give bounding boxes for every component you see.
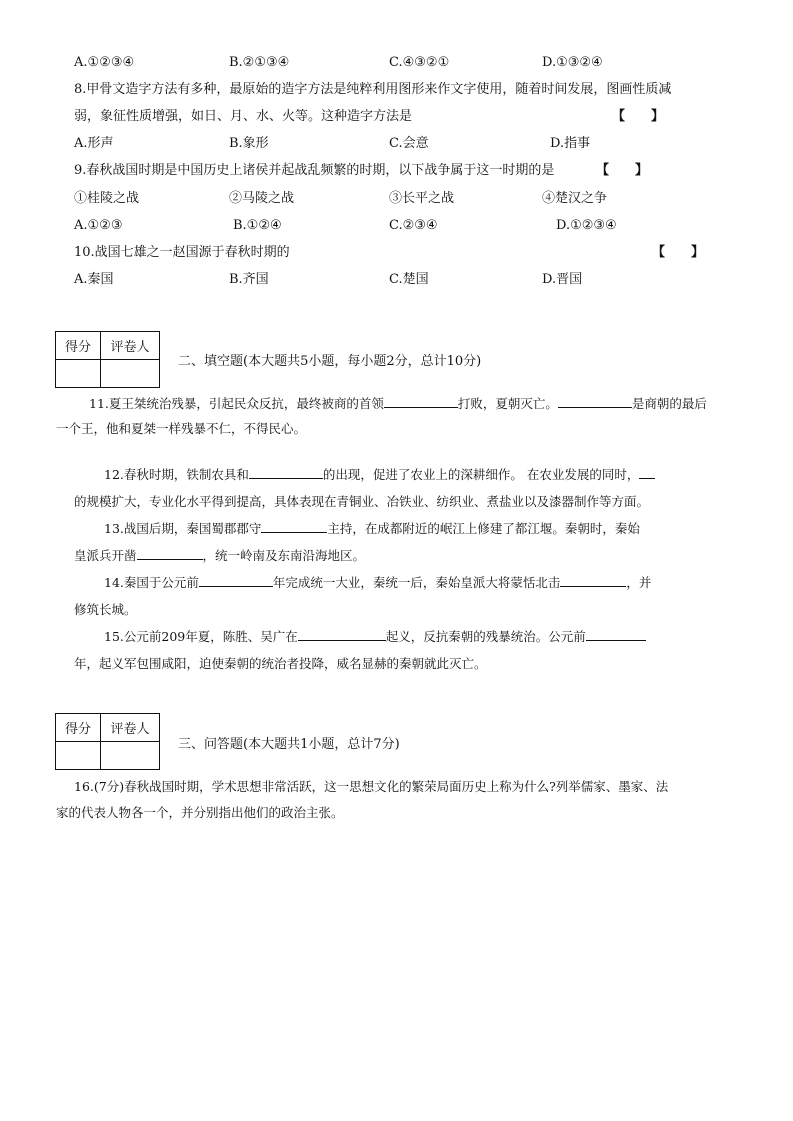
q11-text-1: 11.夏王桀统治残暴，引起民众反抗，最终被商的首领	[89, 396, 384, 411]
q13-text-4: ，统一岭南及东南沿海地区。	[202, 548, 366, 563]
q9-item-1: ①桂陵之战	[74, 191, 140, 206]
q11-line1	[89, 395, 707, 413]
q14-line2: 修筑长城。	[74, 602, 137, 617]
q11-text-2: 打败，夏朝灭亡。	[457, 396, 558, 411]
q15-text-2: 起义，反抗秦朝的残暴统治。公元前	[385, 629, 586, 644]
section2-score-table	[55, 331, 160, 388]
q14-line1	[104, 574, 651, 592]
section3-title: 三、问答题(本大题共1小题，总计7分)	[178, 737, 400, 752]
q11-line2: 一个王，他和夏桀一样残暴不仁，不得民心。	[56, 421, 307, 436]
q12-blank-2[interactable]	[639, 466, 655, 479]
q9-item-4: ④楚汉之争	[542, 191, 608, 206]
q15-blank-1[interactable]	[298, 628, 386, 641]
q9-item-2: ②马陵之战	[229, 191, 295, 206]
q16-line2: 家的代表人物各一个，并分别指出他们的政治主张。	[56, 805, 344, 820]
q13-text-2: 主持，在成都附近的岷江上修建了都江堰。秦朝时，秦始	[327, 521, 640, 536]
score-cell	[56, 742, 101, 770]
q9-option-c: C.②③④	[389, 218, 438, 233]
score-header: 得分	[56, 332, 101, 360]
q10-option-c: C.楚国	[389, 272, 429, 287]
q10-stem: 10.战国七雄之一赵国源于春秋时期的	[74, 245, 290, 260]
q13-text-3: 皇派兵开凿	[74, 548, 137, 563]
q12-text-2: 的出现，促进了农业上的深耕细作。 在农业发展的同时，	[322, 467, 640, 482]
q7-option-b: B.②①③④	[229, 55, 290, 70]
q13-line2	[74, 547, 365, 565]
score-cell	[56, 360, 101, 388]
q11-blank-2[interactable]	[558, 395, 632, 408]
q10-answer-bracket: 【 】	[652, 245, 705, 260]
q14-text-3: ，并	[626, 575, 652, 590]
q8-option-a: A.形声	[74, 136, 114, 151]
q9-stem: 9.春秋战国时期是中国历史上诸侯并起战乱频繁的时期，以下战争属于这一时期的是	[74, 163, 555, 178]
grader-header: 评卷人	[101, 332, 160, 360]
q15-text-1: 15.公元前209年夏，陈胜、吴广在	[104, 629, 298, 644]
q9-option-d: D.①②③④	[556, 218, 617, 233]
q8-stem-line2: 弱，象征性质增强，如日、月、水、火等。这种造字方法是	[74, 109, 413, 124]
q7-option-d: D.①③②④	[542, 55, 603, 70]
q8-stem-line1: 8.甲骨文造字方法有多种，最原始的造字方法是纯粹利用图形来作文字使用，随着时间发展，图画性质减	[74, 82, 672, 97]
q8-answer-bracket: 【 】	[612, 109, 665, 124]
q13-blank-1[interactable]	[261, 520, 327, 533]
grader-header: 评卷人	[101, 714, 160, 742]
grader-cell	[101, 360, 160, 388]
section3-score-table	[55, 713, 160, 770]
q10-option-b: B.齐国	[229, 272, 269, 287]
q15-line1	[104, 628, 646, 646]
q12-line2: 的规模扩大，专业化水平得到提高，具体表现在青铜业、冶铁业、纺织业、煮盐业以及漆器制作等方面。	[74, 494, 650, 509]
q12-line1	[104, 466, 655, 484]
q11-text-3: 是商朝的最后	[631, 396, 707, 411]
q14-blank-1[interactable]	[199, 574, 273, 587]
q9-item-3: ③长平之战	[389, 191, 455, 206]
score-header: 得分	[56, 714, 101, 742]
q15-line2: 年，起义军包围咸阳，迫使秦朝的统治者投降，威名显赫的秦朝就此灭亡。	[74, 656, 487, 671]
q9-option-a: A.①②③	[74, 218, 123, 233]
q10-option-a: A.秦国	[74, 272, 114, 287]
q14-text-1: 14.秦国于公元前	[104, 575, 199, 590]
q13-text-1: 13.战国后期，秦国蜀郡郡守	[104, 521, 262, 536]
section2-title: 二、填空题(本大题共5小题，每小题2分，总计10分)	[178, 354, 482, 369]
q15-blank-2[interactable]	[586, 628, 646, 641]
q13-blank-2[interactable]	[137, 547, 203, 560]
q14-blank-2[interactable]	[560, 574, 626, 587]
q12-text-1: 12.春秋时期，铁制农具和	[104, 467, 249, 482]
q8-option-c: C.会意	[389, 136, 429, 151]
q7-option-a: A.①②③④	[74, 55, 135, 70]
q8-option-b: B.象形	[229, 136, 269, 151]
q7-option-c: C.④③②①	[389, 55, 450, 70]
q16-line1: 16.(7分)春秋战国时期，学术思想非常活跃，这一思想文化的繁荣局面历史上称为什么?列举儒家、墨家、法	[74, 779, 669, 794]
q12-blank-1[interactable]	[249, 466, 323, 479]
grader-cell	[101, 742, 160, 770]
q11-blank-1[interactable]	[384, 395, 458, 408]
q8-option-d: D.指事	[550, 136, 591, 151]
q9-option-b: B.①②④	[233, 218, 282, 233]
q10-option-d: D.晋国	[542, 272, 583, 287]
q9-answer-bracket: 【 】	[596, 163, 649, 178]
q14-text-2: 年完成统一大业，秦统一后，秦始皇派大将蒙恬北击	[272, 575, 561, 590]
q13-line1	[104, 520, 640, 538]
